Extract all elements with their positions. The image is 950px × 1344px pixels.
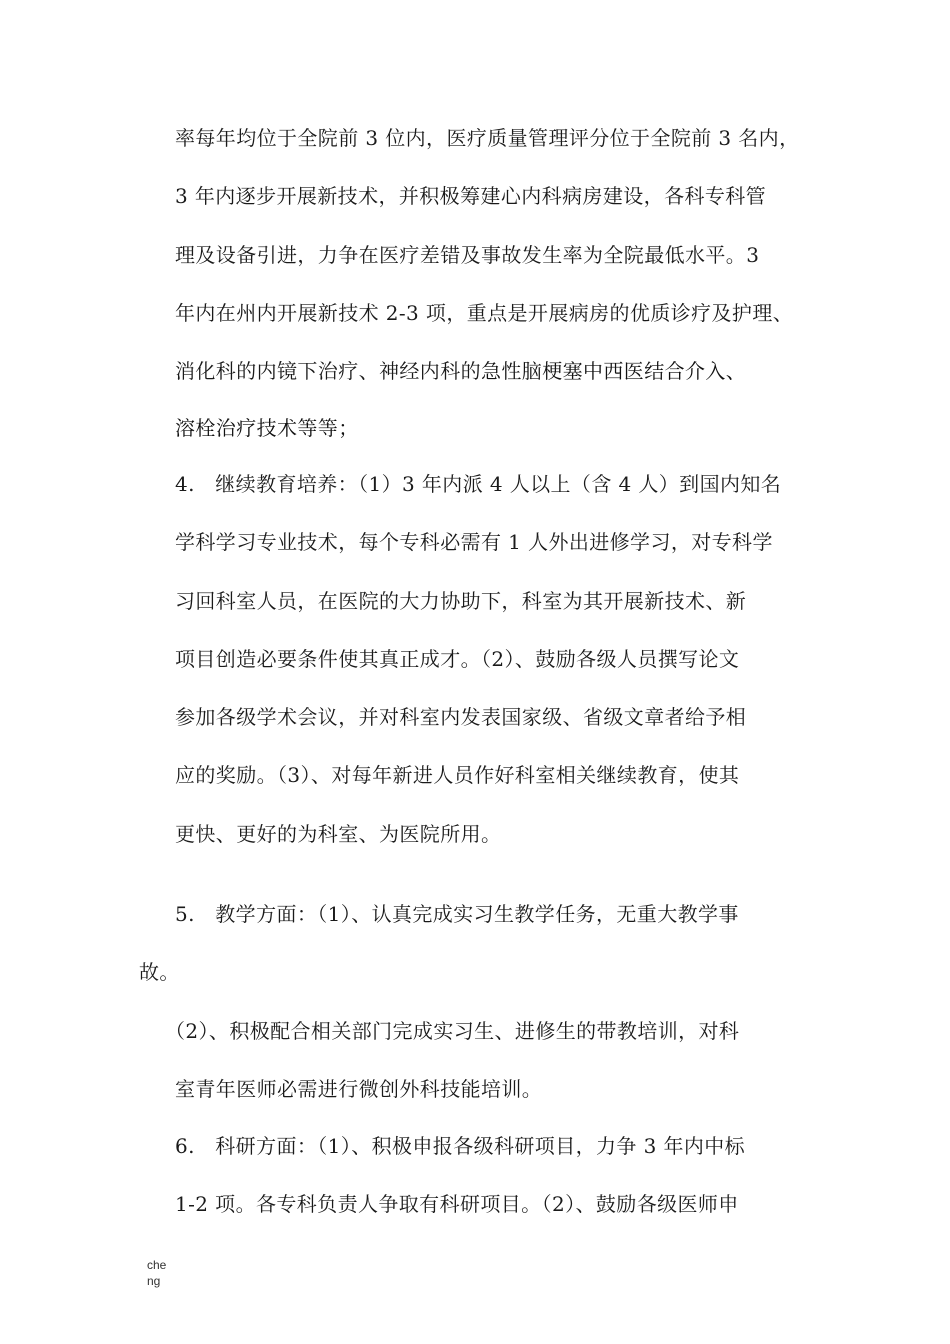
paragraph-line-2: 3 年内逐步开展新技术，并积极筹建心内科病房建设，各科专科管: [175, 184, 767, 208]
line-5-prefix: 消化科的内镜下治疗、神经内科的: [175, 359, 481, 383]
section-5-line-2: 故。: [139, 960, 180, 984]
paragraph-line-5: [175, 358, 746, 384]
section-6-line-2: 1-2 项。各专科负责人争取有科研项目。（2）、鼓励各级医师申: [175, 1192, 739, 1216]
section-5-line-4: 室青年医师必需进行微创外科技能培训。: [175, 1077, 543, 1101]
footer-note: che ng: [147, 1258, 167, 1288]
section-6-heading-line: 6. 科研方面：（1）、积极申报各级科研项目，力争 3 年内中标: [175, 1134, 746, 1158]
section-4-heading-line: 4. 继续教育培养：（1）3 年内派 4 人以上（含 4 人）到国内知名: [175, 472, 782, 496]
section-4-line-6: 应的奖励。（3）、对每年新进人员作好科室相关继续教育，使其: [175, 763, 740, 787]
section-4-line-2: 学科学习专业技术，每个专科必需有 1 人外出进修学习，对专科学: [175, 530, 773, 554]
section-4-line-5: 参加各级学术会议，并对科室内发表国家级、省级文章者给予相: [175, 705, 747, 729]
section-4-line-4: 项目创造必要条件使其真正成才。（2）、鼓励各级人员撰写论文: [175, 647, 740, 671]
section-5-line-3: （2）、积极配合相关部门完成实习生、进修生的带教培训，对科: [165, 1019, 740, 1043]
section-4-line-3: 习回科室人员，在医院的大力协助下，科室为其开展新技术、新: [175, 589, 747, 613]
paragraph-line-6: 溶栓治疗技术等等；: [175, 416, 359, 440]
paragraph-line-4: 年内在州内开展新技术 2-3 项，重点是开展病房的优质诊疗及护理、: [175, 301, 794, 325]
section-5-heading-line: 5. 教学方面：（1）、认真完成实习生教学任务，无重大教学事: [175, 902, 739, 926]
paragraph-line-3: 理及设备引进，力争在医疗差错及事故发生率为全院最低水平。3: [175, 243, 760, 267]
section-4-line-7: 更快、更好的为科室、为医院所用。: [175, 822, 502, 846]
line-5-suffix: 急性脑梗塞中西医结合介入、: [481, 359, 747, 383]
paragraph-line-1: 率每年均位于全院前 3 位内，医疗质量管理评分位于全院前 3 名内，: [175, 126, 800, 150]
